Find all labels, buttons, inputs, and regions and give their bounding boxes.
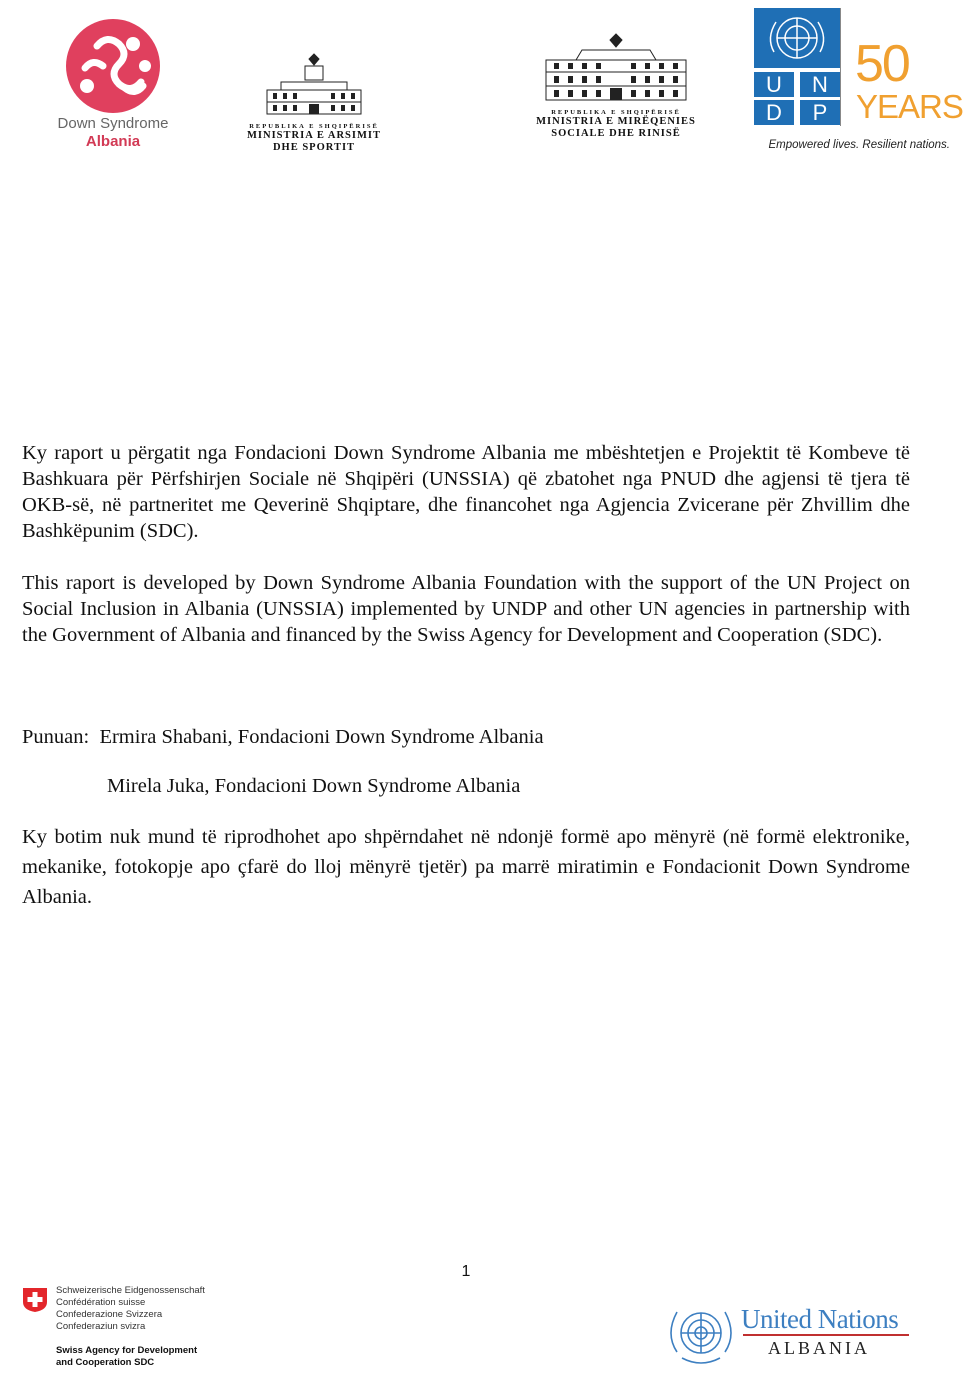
ministry-building-icon [259, 52, 369, 118]
copyright-notice: Ky botim nuk mund të riprodhohet apo shpërndahet në ndonjë formë apo mënyrë (në formë elektronike, mekanike, fotokopje apo çfarë do lloj mënyrë tjetër) pa marrë miratimin e Fondacionit Down Syndrome Albania. [22, 826, 910, 908]
ministry-education-line2: DHE SPORTIT [272, 142, 356, 153]
united-nations-albania-logo [664, 1302, 914, 1372]
undp-letter-n: N [800, 72, 840, 97]
sdc-agency-line2: and Cooperation SDC [56, 1357, 155, 1368]
un-emblem-icon [754, 8, 840, 68]
un-divider [743, 1334, 909, 1336]
un-emblem-tile [754, 8, 840, 68]
author-1: Ermira Shabani, Fondacioni Down Syndrome Albania [99, 726, 544, 748]
swiss-name-rm: Confederaziun svizra [56, 1321, 146, 1332]
ministry-education-country: REPUBLIKA E SHQIPËRISË [249, 123, 379, 130]
dsa-name-line2: Albania [85, 133, 141, 150]
credits-label: Punuan: [22, 726, 90, 748]
un-name: United Nations [741, 1304, 899, 1334]
undp-letter-p: P [800, 100, 840, 125]
paragraph-english: This raport is developed by Down Syndrome Albania Foundation with the support of the UN Project on Social Inclusion in Albania (UNSSIA) implemented by UNDP and other UN agencies in partnership with the Government of Albania and financed by the Swiss Agency for Development and Cooperation (SDC). [22, 572, 910, 646]
undp-tagline: Empowered lives. Resilient nations. [768, 139, 950, 151]
undp-anniversary-number: 50 [855, 35, 909, 93]
dsa-emblem-icon [45, 16, 181, 114]
ministry-welfare-line1: MINISTRIA E MIRËQENIES [536, 116, 696, 127]
undp-letter-u: U [754, 72, 794, 97]
sdc-agency-line1: Swiss Agency for Development [56, 1345, 198, 1356]
swiss-name-de: Schweizerische Eidgenossenschaft [56, 1285, 205, 1296]
ministry-welfare-country: REPUBLIKA E SHQIPËRISË [551, 109, 681, 116]
swiss-sdc-logo [20, 1285, 220, 1375]
paragraph-albanian: Ky raport u përgatit nga Fondacioni Down Syndrome Albania me mbështetjen e Projektit të Kombeve të Bashkuara për Përfshirjen Sociale në Shqipëri (UNSSIA) që zbatohet nga PNUD dhe agjensi të tjera të OKB-së, në partneritet me Qeverinë Shqiptare, dhe financohet nga Agjencia Zvicerane për Zhvillim dhe Bashkëpunim (SDC). [22, 442, 910, 542]
un-emblem-icon [664, 1302, 738, 1368]
swiss-confederation-names [56, 1285, 205, 1333]
swiss-flag-icon [22, 1287, 48, 1313]
ministry-welfare-line2: SOCIALE DHE RINISË [551, 128, 681, 139]
swiss-name-it: Confederazione Svizzera [56, 1309, 163, 1320]
swiss-name-fr: Confédération suisse [56, 1297, 146, 1308]
ministry-building-icon [536, 32, 696, 104]
un-country: ALBANIA [768, 1338, 870, 1358]
dsa-name-line1: Down Syndrome [57, 115, 169, 132]
ministry-welfare-logo [505, 32, 727, 140]
sdc-agency-name [56, 1345, 197, 1369]
undp-50-years-logo [752, 8, 963, 158]
undp-letter-d: D [754, 100, 794, 125]
down-syndrome-albania-logo [45, 16, 185, 151]
undp-anniversary-word: YEARS [856, 88, 963, 125]
author-2: Mirela Juka, Fondacioni Down Syndrome Albania [107, 775, 521, 797]
credits-line-1 [22, 724, 544, 750]
page-number: 1 [461, 1263, 471, 1280]
ministry-education-line1: MINISTRIA E ARSIMIT [247, 130, 381, 141]
ministry-education-logo [240, 52, 388, 154]
undp-divider [840, 8, 841, 126]
